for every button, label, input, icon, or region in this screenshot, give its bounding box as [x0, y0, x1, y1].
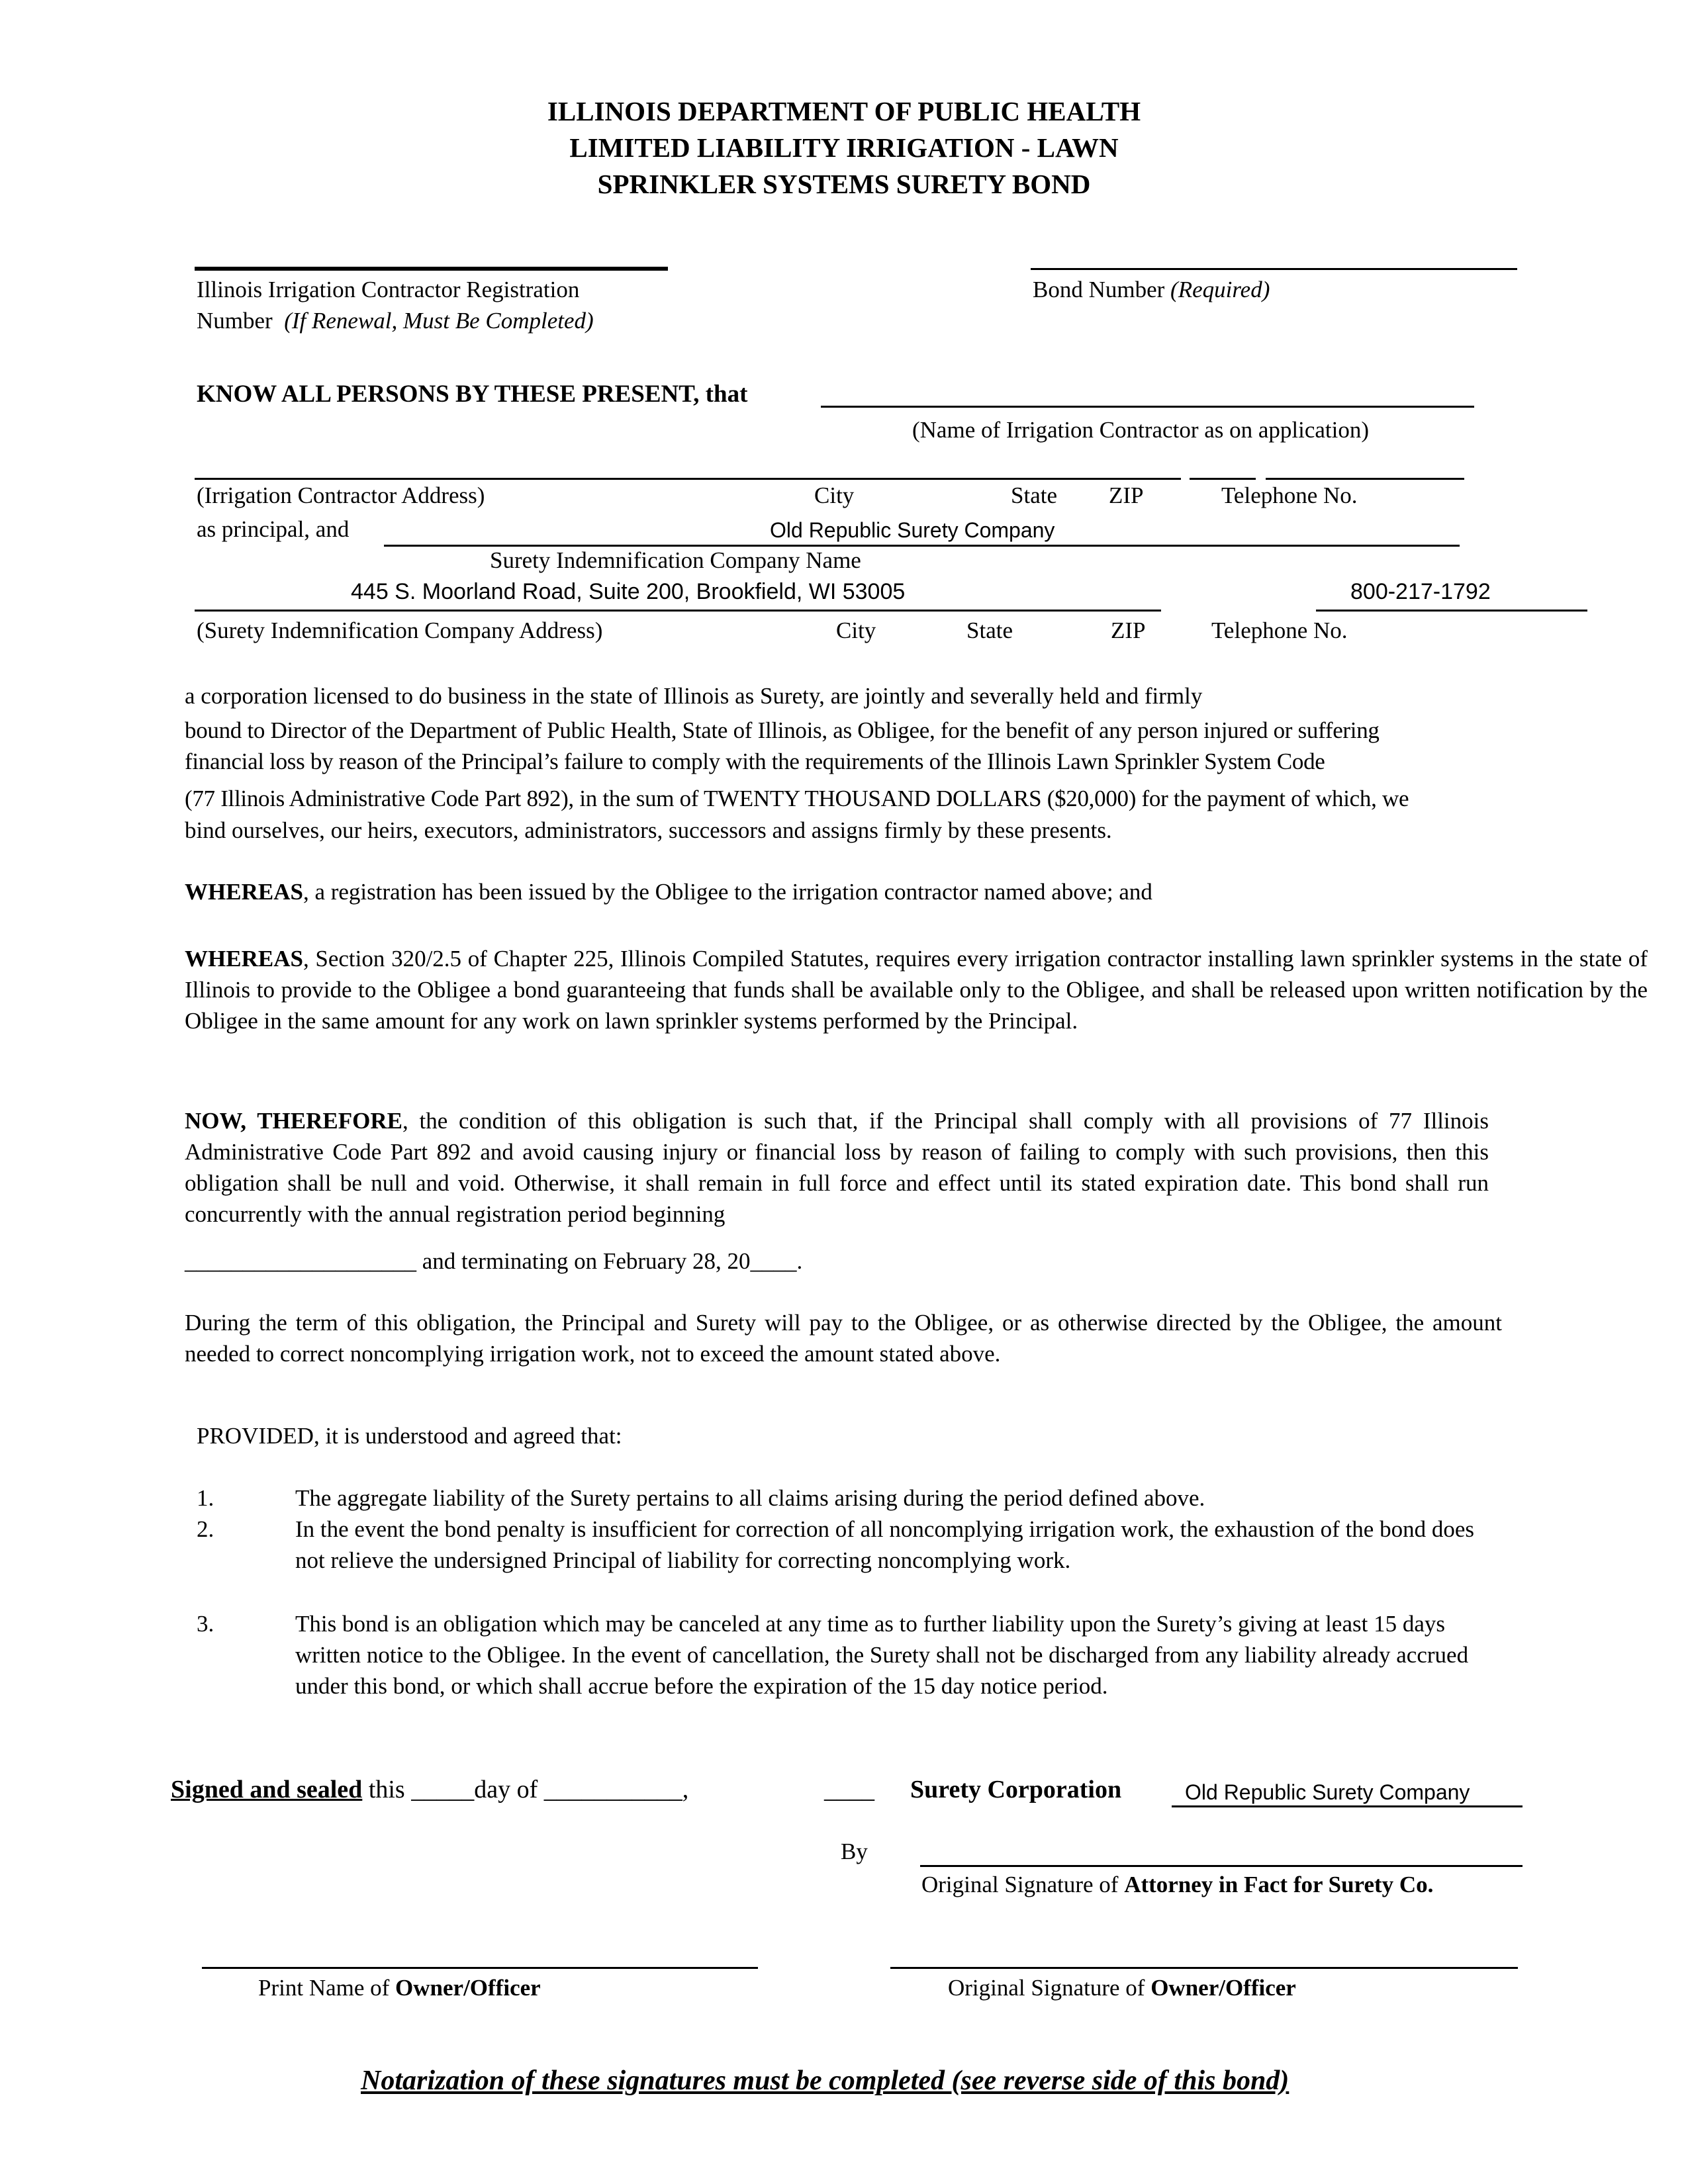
- as-principal-label: as principal, and: [197, 516, 350, 542]
- surety-corporation-label: Surety Corporation: [910, 1776, 1122, 1803]
- contractor-phone-line[interactable]: [1266, 478, 1464, 480]
- title-line-1: ILLINOIS DEPARTMENT OF PUBLIC HEALTH: [547, 96, 1141, 126]
- contractor-zip-line[interactable]: [1190, 478, 1256, 480]
- surety-corporation-line[interactable]: [1172, 1805, 1523, 1807]
- bond-number-required-note: (Required): [1170, 277, 1270, 302]
- owner-signature-label: Original Signature of Owner/Officer: [948, 1975, 1296, 2001]
- contractor-phone-label: Telephone No.: [1221, 482, 1358, 508]
- registration-label-2: [197, 309, 594, 332]
- owner-print-name-line[interactable]: [202, 1967, 758, 1969]
- provision-2-number: 2.: [197, 1516, 214, 1542]
- during-term-paragraph: During the term of this obligation, the Principal and Surety will pay to the Obligee, or as otherwise directed by the Obligee, the amount needed to correct noncomplying irrigation work, not to exceed the amount stated above.: [185, 1310, 1502, 1367]
- contractor-state-label: State: [1011, 482, 1057, 508]
- surety-zip-label: ZIP: [1111, 617, 1146, 643]
- registration-renewal-note: (If Renewal, Must Be Completed): [284, 308, 594, 334]
- provided-heading: PROVIDED, it is understood and agreed that:: [197, 1423, 622, 1449]
- surety-address-label: (Surety Indemnification Company Address): [197, 617, 603, 643]
- bond-number-label: Bond Number: [1033, 277, 1165, 302]
- surety-state-label: State: [966, 617, 1013, 643]
- registration-number-line[interactable]: [195, 267, 668, 271]
- owner-signature-line[interactable]: [890, 1967, 1518, 1969]
- paragraph-1-line-1: a corporation licensed to do business in the state of Illinois as Surety, are jointly and severally held and firmly: [185, 683, 1203, 709]
- surety-corporation-value[interactable]: Old Republic Surety Company: [1185, 1780, 1470, 1804]
- day-field: _____: [411, 1776, 475, 1803]
- contractor-city-label: City: [814, 482, 855, 508]
- surety-phone-line[interactable]: [1316, 610, 1587, 612]
- provision-1-number: 1.: [197, 1485, 214, 1511]
- notarization-notice: Notarization of these signatures must be completed (see reverse side of this bond): [361, 2066, 1289, 2096]
- surety-address-value[interactable]: 445 S. Moorland Road, Suite 200, Brookfield, WI 53005: [351, 579, 906, 604]
- contractor-name-line[interactable]: [821, 406, 1474, 408]
- provision-3-text: This bond is an obligation which may be canceled at any time as to further liability upon the Surety’s giving at least 15 days written notice to the Obligee. In the event of cancellation, the Surety shall not be discharged from any liability already accrued under this bond, or which shall accrue before the expiration of the 15 day notice period.: [295, 1611, 1469, 1699]
- title-line-3: SPRINKLER SYSTEMS SURETY BOND: [597, 169, 1091, 199]
- surety-phone-label: Telephone No.: [1211, 617, 1348, 643]
- whereas-2: WHEREAS, Section 320/2.5 of Chapter 225, Illinois Compiled Statutes, requires every irrigation contractor installing lawn sprinkler systems in the state of Illinois to provide to the Obligee a bond guaranteeing that funds shall be available only to the Obligee, and shall be released upon written notification by the Obligee in the same amount for any work on lawn sprinkler systems performed by the Principal.: [185, 946, 1648, 1034]
- paragraph-1-line-4: (77 Illinois Administrative Code Part 892), in the sum of TWENTY THOUSAND DOLLARS ($20,000) for the payment of which, we: [185, 786, 1409, 811]
- by-label: By: [841, 1839, 868, 1864]
- month-field: ___________,: [543, 1776, 689, 1803]
- contractor-address-line[interactable]: [195, 478, 1181, 480]
- paragraph-1-line-3: financial loss by reason of the Principal’s failure to comply with the requirements of the Illinois Lawn Sprinkler System Code: [185, 749, 1325, 774]
- contractor-address-label: (Irrigation Contractor Address): [197, 482, 485, 508]
- surety-name-label: Surety Indemnification Company Name: [490, 547, 861, 573]
- provision-2-text: In the event the bond penalty is insufficient for correction of all noncomplying irrigation work, the exhaustion of the bond does not relieve the undersigned Principal of liability for correcting noncomplying work.: [295, 1516, 1475, 1573]
- attorney-signature-label: Original Signature of Attorney in Fact for Surety Co.: [921, 1872, 1434, 1897]
- title-line-2: LIMITED LIABILITY IRRIGATION - LAWN: [569, 132, 1119, 163]
- provision-1-text: The aggregate liability of the Surety pertains to all claims arising during the period defined above.: [295, 1485, 1205, 1511]
- surety-city-label: City: [836, 617, 876, 643]
- registration-label: Illinois Irrigation Contractor Registration: [197, 277, 580, 302]
- contractor-name-caption: (Name of Irrigation Contractor as on application): [912, 417, 1370, 443]
- surety-phone-value[interactable]: 800-217-1792: [1350, 579, 1491, 604]
- whereas-1: WHEREAS, a registration has been issued by the Obligee to the irrigation contractor named above; and: [185, 879, 1152, 905]
- year-field[interactable]: ____: [824, 1776, 874, 1803]
- know-all-persons: KNOW ALL PERSONS BY THESE PRESENT, that: [197, 381, 748, 408]
- attorney-signature-line[interactable]: [920, 1865, 1523, 1867]
- registration-period-line[interactable]: ____________________ and terminating on February 28, 20____.: [185, 1248, 803, 1274]
- surety-name-line[interactable]: [384, 545, 1460, 547]
- now-therefore: NOW, THEREFORE, the condition of this obligation is such that, if the Principal shall comply with all provisions of 77 Illinois Administrative Code Part 892 and avoid causing injury or financial loss by reason of failing to comply with such provisions, then this obligation shall be null and void. Otherwise, it shall remain in full force and effect until its stated expiration date. This bond shall run concurrently with the annual registration period beginning: [185, 1108, 1489, 1227]
- signed-and-sealed-line: Signed and sealed this _____day of ___________,: [171, 1776, 689, 1803]
- registration-number-label: Number: [197, 308, 273, 334]
- signed-and-sealed-label: Signed and sealed: [171, 1776, 363, 1803]
- provision-3-number: 3.: [197, 1611, 214, 1637]
- bond-number-line[interactable]: [1031, 268, 1517, 270]
- contractor-zip-label: ZIP: [1109, 482, 1144, 508]
- surety-address-line[interactable]: [195, 610, 1161, 612]
- surety-name-value[interactable]: Old Republic Surety Company: [770, 518, 1055, 542]
- paragraph-1-line-2: bound to Director of the Department of Public Health, State of Illinois, as Obligee, for the benefit of any person injured or suffering: [185, 717, 1380, 743]
- print-name-label: Print Name of Owner/Officer: [258, 1975, 541, 2001]
- bond-number-label-group: [1033, 278, 1270, 301]
- paragraph-1-line-5: bind ourselves, our heirs, executors, administrators, successors and assigns firmly by these presents.: [185, 817, 1112, 843]
